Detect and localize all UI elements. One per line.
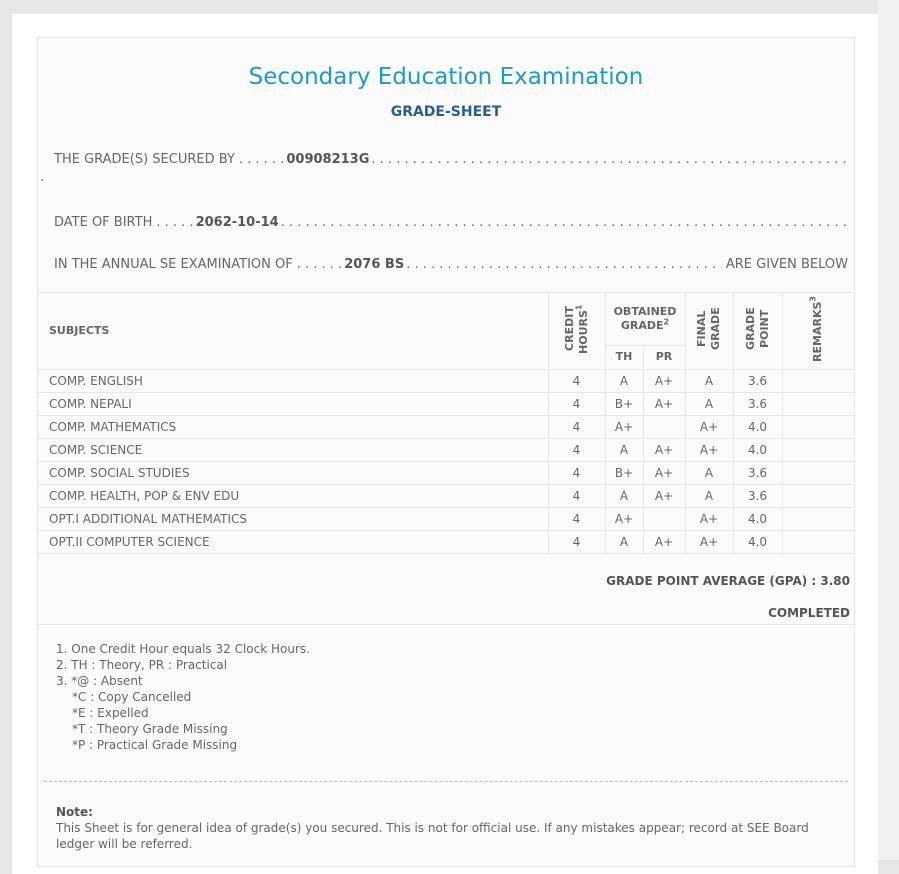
cell-th: B+ bbox=[605, 461, 643, 484]
cell-final: A bbox=[685, 484, 733, 507]
exam-year: 2076 BS bbox=[344, 257, 405, 272]
header-obtained-grade: OBTAINED GRADE$^2$ bbox=[605, 293, 685, 346]
scrollbar[interactable] bbox=[878, 0, 899, 860]
table-row bbox=[38, 415, 854, 438]
cell-final: A bbox=[685, 369, 733, 392]
cell-credit: 4 bbox=[548, 530, 605, 553]
cell-subject: OPT.I ADDITIONAL MATHEMATICS bbox=[38, 507, 548, 530]
cell-credit: 4 bbox=[548, 484, 605, 507]
cell-credit: 4 bbox=[548, 461, 605, 484]
table-row bbox=[38, 530, 854, 553]
cell-subject: COMP. NEPALI bbox=[38, 392, 548, 415]
page-title: Secondary Education Examination bbox=[248, 64, 644, 90]
dob-value: 2062-10-14 bbox=[195, 215, 279, 230]
cell-credit: 4 bbox=[548, 369, 605, 392]
cell-pr bbox=[643, 507, 685, 530]
cell-th: A bbox=[605, 438, 643, 461]
cell-gp: 3.6 bbox=[733, 484, 782, 507]
symbol-number: 00908213G bbox=[286, 152, 370, 167]
table-row bbox=[38, 438, 854, 461]
cell-remarks bbox=[782, 507, 854, 530]
divider bbox=[38, 624, 854, 625]
cell-final: A bbox=[685, 461, 733, 484]
cell-gp: 3.6 bbox=[733, 392, 782, 415]
cell-gp: 4.0 bbox=[733, 507, 782, 530]
note: Note: This Sheet is for general idea of grade(s) you secured. This is not for official use. If any mistakes appear; record at SEE Board ledger will be referred. bbox=[56, 804, 809, 851]
cell-pr bbox=[643, 415, 685, 438]
cell-remarks bbox=[782, 392, 854, 415]
grades-table bbox=[38, 292, 854, 554]
cell-remarks bbox=[782, 484, 854, 507]
cell-th: B+ bbox=[605, 392, 643, 415]
dob-line: DATE OF BIRTH . . . 2062-10-14 . . . bbox=[54, 214, 848, 232]
cell-gp: 3.6 bbox=[733, 369, 782, 392]
result-status: COMPLETED bbox=[768, 605, 850, 620]
cell-final: A bbox=[685, 392, 733, 415]
cell-th: A+ bbox=[605, 415, 643, 438]
table-row bbox=[38, 507, 854, 530]
cell-remarks bbox=[782, 530, 854, 553]
cell-credit: 4 bbox=[548, 415, 605, 438]
header-final-grade: FINAL GRADE bbox=[685, 293, 733, 370]
cell-final: A+ bbox=[685, 507, 733, 530]
cell-th: A bbox=[605, 530, 643, 553]
page bbox=[12, 14, 878, 874]
secured-by-line: THE GRADE(S) SECURED BY . . . 00908213G . . . bbox=[54, 151, 848, 169]
cell-subject: COMP. HEALTH, POP & ENV EDU bbox=[38, 484, 548, 507]
cell-th: A+ bbox=[605, 507, 643, 530]
cell-gp: 4.0 bbox=[733, 438, 782, 461]
cell-final: A+ bbox=[685, 530, 733, 553]
cell-pr: A+ bbox=[643, 461, 685, 484]
cell-remarks bbox=[782, 369, 854, 392]
cell-subject: COMP. MATHEMATICS bbox=[38, 415, 548, 438]
cell-gp: 3.6 bbox=[733, 461, 782, 484]
cell-subject: COMP. ENGLISH bbox=[38, 369, 548, 392]
gpa: GRADE POINT AVERAGE (GPA) : 3.80 bbox=[606, 573, 850, 588]
cell-gp: 4.0 bbox=[733, 530, 782, 553]
dashed-divider bbox=[44, 781, 848, 782]
cell-subject: COMP. SOCIAL STUDIES bbox=[38, 461, 548, 484]
footnotes: 1. One Credit Hour equals 32 Clock Hours. 2. TH : Theory, PR : Practical 3. *@ : Absent *C : Copy Cancelled *E : Expelled *T : Theory Grade Missing *P : Practical Grade Missing bbox=[56, 641, 310, 752]
header-subjects: SUBJECTS bbox=[38, 293, 548, 370]
grade-sheet: Secondary Education Examination GRADE-SHEET THE GRADE(S) SECURED BY . . . 00908213G . . . . DATE OF BIRTH . . . 2062-10-14 . . . IN THE ANNUAL SE EXAMINATION OF . . . 2076 BS . . . ARE GIVEN BELOW SUBJECTS CREDIT HOURS$^1$ OBTAINED GRADE$^2$ FINAL GRADE GRADE POINT REMARKS$^3$ TH PR COMP. ENGLISH 4 A A+ A 3.6 COMP. NEPALI 4 B+ A+ A 3.6 COMP. MATHEMATICS 4 A+ A+ 4.0 COMP. SCIENCE 4 A A+ A+ 4.0 COMP. SOCIAL STUDIES 4 B+ A+ A 3.6 COMP. HEALTH, POP & ENV EDU 4 A A+ A 3.6 OPT.I ADDITIONAL MATHEMATICS 4 A+ A+ 4.0 OPT.II COMPUTER SCIENCE 4 A A+ A+ 4.0 GRADE POINT AVERAGE (GPA) : 3.80 COMPLETED 1. One Credit Hour equals 32 Clock Hours. 2. TH : Theory, PR : Practical 3. *@ : Absent *C : Copy Cancelled *E : Expelled *T : Theory Grade Missing *P : Practical Grade Missing Note: This Sheet is for general idea of grade(s) you secured. This is not for official use. If any mistakes appear; record at SEE Board ledger will be referred. bbox=[37, 37, 855, 867]
cell-remarks bbox=[782, 461, 854, 484]
header-credit-hours: CREDIT HOURS$^1$ bbox=[548, 293, 605, 370]
exam-line: IN THE ANNUAL SE EXAMINATION OF . . . 2076 BS . . . ARE GIVEN BELOW bbox=[54, 256, 848, 274]
cell-credit: 4 bbox=[548, 392, 605, 415]
header-th: TH bbox=[605, 345, 643, 369]
cell-th: A bbox=[605, 484, 643, 507]
header-remarks: REMARKS$^3$ bbox=[782, 293, 854, 370]
table-row bbox=[38, 392, 854, 415]
header-grade-point: GRADE POINT bbox=[733, 293, 782, 370]
cell-pr: A+ bbox=[643, 484, 685, 507]
header-pr: PR bbox=[643, 345, 685, 369]
cell-remarks bbox=[782, 438, 854, 461]
cell-credit: 4 bbox=[548, 507, 605, 530]
cell-pr: A+ bbox=[643, 530, 685, 553]
cell-subject: OPT.II COMPUTER SCIENCE bbox=[38, 530, 548, 553]
table-row bbox=[38, 369, 854, 392]
cell-final: A+ bbox=[685, 415, 733, 438]
cell-gp: 4.0 bbox=[733, 415, 782, 438]
cell-subject: COMP. SCIENCE bbox=[38, 438, 548, 461]
table-row bbox=[38, 461, 854, 484]
cell-credit: 4 bbox=[548, 438, 605, 461]
cell-pr: A+ bbox=[643, 438, 685, 461]
table-row bbox=[38, 484, 854, 507]
cell-pr: A+ bbox=[643, 392, 685, 415]
cell-remarks bbox=[782, 415, 854, 438]
cell-final: A+ bbox=[685, 438, 733, 461]
page-subtitle: GRADE-SHEET bbox=[390, 104, 502, 120]
cell-pr: A+ bbox=[643, 369, 685, 392]
cell-th: A bbox=[605, 369, 643, 392]
